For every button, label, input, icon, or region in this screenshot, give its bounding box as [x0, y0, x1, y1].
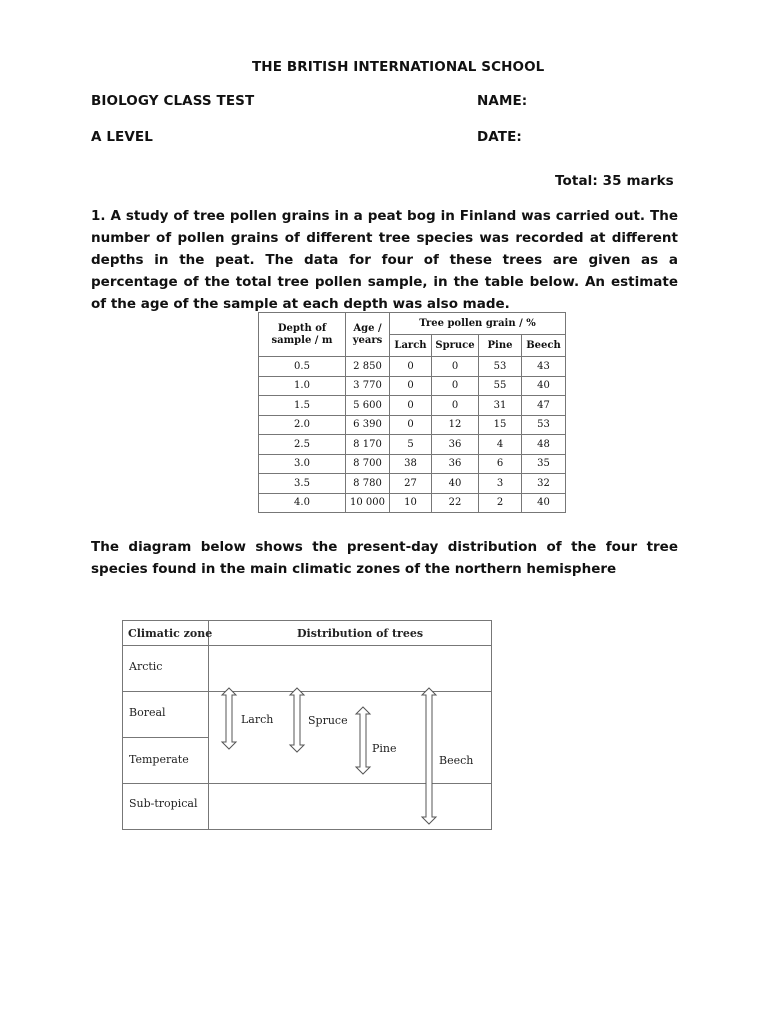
- species-header: Beech: [522, 335, 566, 357]
- table-cell: 10: [390, 493, 432, 513]
- larch-arrow: [222, 688, 236, 749]
- table-cell: 5 600: [346, 396, 390, 416]
- table-cell: 47: [522, 396, 566, 416]
- date-label: DATE:: [477, 129, 522, 145]
- table-cell: 40: [522, 376, 566, 396]
- table-cell: 0: [390, 396, 432, 416]
- table-cell: 32: [522, 474, 566, 494]
- table-cell: 0: [390, 415, 432, 435]
- table-cell: 0: [390, 376, 432, 396]
- table-cell: 2: [479, 493, 522, 513]
- table-cell: 1.0: [259, 376, 346, 396]
- table-cell: 4: [479, 435, 522, 455]
- table-cell: 6: [479, 454, 522, 474]
- zone-arctic: Arctic: [129, 660, 163, 673]
- zone-column-header: Climatic zone: [128, 627, 213, 640]
- table-row: [259, 493, 566, 513]
- table-cell: 8 780: [346, 474, 390, 494]
- pollen-group-header: Tree pollen grain / %: [390, 313, 566, 335]
- table-row: [259, 415, 566, 435]
- table-cell: 31: [479, 396, 522, 416]
- species-header: Spruce: [432, 335, 479, 357]
- distribution-arrows: [123, 621, 491, 829]
- table-cell: 12: [432, 415, 479, 435]
- tree-label-larch: Larch: [241, 713, 274, 726]
- table-cell: 1.5: [259, 396, 346, 416]
- table-row: [259, 396, 566, 416]
- table-cell: 40: [522, 493, 566, 513]
- test-title: BIOLOGY CLASS TEST: [91, 93, 255, 109]
- table-cell: 3.0: [259, 454, 346, 474]
- table-row: [259, 357, 566, 377]
- zone-temperate: Temperate: [129, 753, 189, 766]
- tree-label-beech: Beech: [439, 754, 474, 767]
- diagram-intro-text: The diagram below shows the present-day distribution of the four tree species found in the main climatic zones of the northern hemisphere: [91, 539, 678, 577]
- table-cell: 0: [390, 357, 432, 377]
- table-cell: 53: [522, 415, 566, 435]
- table-row: [259, 454, 566, 474]
- table-cell: 2 850: [346, 357, 390, 377]
- tree-label-pine: Pine: [372, 742, 397, 755]
- species-header: Larch: [390, 335, 432, 357]
- question-1-text: 1. A study of tree pollen grains in a peat bog in Finland was carried out. The number of pollen grains of different tree species was recorded at different depths in the peat. The data for four of these trees are given as a percentage of the total tree pollen sample, in the table below. An estimate of the age of the sample at each depth was also made.: [91, 208, 678, 312]
- zone-boreal: Boreal: [129, 706, 166, 719]
- table-cell: 38: [390, 454, 432, 474]
- table-cell: 0: [432, 357, 479, 377]
- table-cell: 8 700: [346, 454, 390, 474]
- zone-sub-tropical: Sub-tropical: [129, 797, 198, 810]
- table-cell: 8 170: [346, 435, 390, 455]
- name-label: NAME:: [477, 93, 528, 109]
- spruce-arrow: [290, 688, 304, 752]
- table-cell: 48: [522, 435, 566, 455]
- table-cell: 0.5: [259, 357, 346, 377]
- table-row: [259, 376, 566, 396]
- table-cell: 4.0: [259, 493, 346, 513]
- table-cell: 36: [432, 454, 479, 474]
- total-marks: Total: 35 marks: [555, 173, 674, 189]
- table-cell: 0: [432, 396, 479, 416]
- tree-label-spruce: Spruce: [308, 714, 348, 727]
- school-title: THE BRITISH INTERNATIONAL SCHOOL: [252, 59, 545, 75]
- table-cell: 27: [390, 474, 432, 494]
- depth-header: Depth of sample / m: [259, 313, 346, 357]
- table-cell: 3: [479, 474, 522, 494]
- distribution-column-header: Distribution of trees: [297, 627, 424, 640]
- table-cell: 53: [479, 357, 522, 377]
- climate-diagram: [122, 620, 492, 830]
- table-cell: 6 390: [346, 415, 390, 435]
- table-cell: 3.5: [259, 474, 346, 494]
- species-header: Pine: [479, 335, 522, 357]
- table-row: [259, 474, 566, 494]
- table-cell: 35: [522, 454, 566, 474]
- level-label: A LEVEL: [91, 129, 153, 145]
- table-cell: 5: [390, 435, 432, 455]
- pollen-table: [258, 312, 566, 513]
- table-row: [259, 435, 566, 455]
- table-cell: 40: [432, 474, 479, 494]
- table-cell: 2.5: [259, 435, 346, 455]
- table-cell: 3 770: [346, 376, 390, 396]
- table-cell: 43: [522, 357, 566, 377]
- table-cell: 15: [479, 415, 522, 435]
- table-cell: 10 000: [346, 493, 390, 513]
- table-cell: 2.0: [259, 415, 346, 435]
- pine-arrow: [356, 707, 370, 774]
- table-cell: 36: [432, 435, 479, 455]
- table-cell: 55: [479, 376, 522, 396]
- age-header: Age / years: [346, 313, 390, 357]
- beech-arrow: [422, 688, 436, 824]
- table-cell: 0: [432, 376, 479, 396]
- table-cell: 22: [432, 493, 479, 513]
